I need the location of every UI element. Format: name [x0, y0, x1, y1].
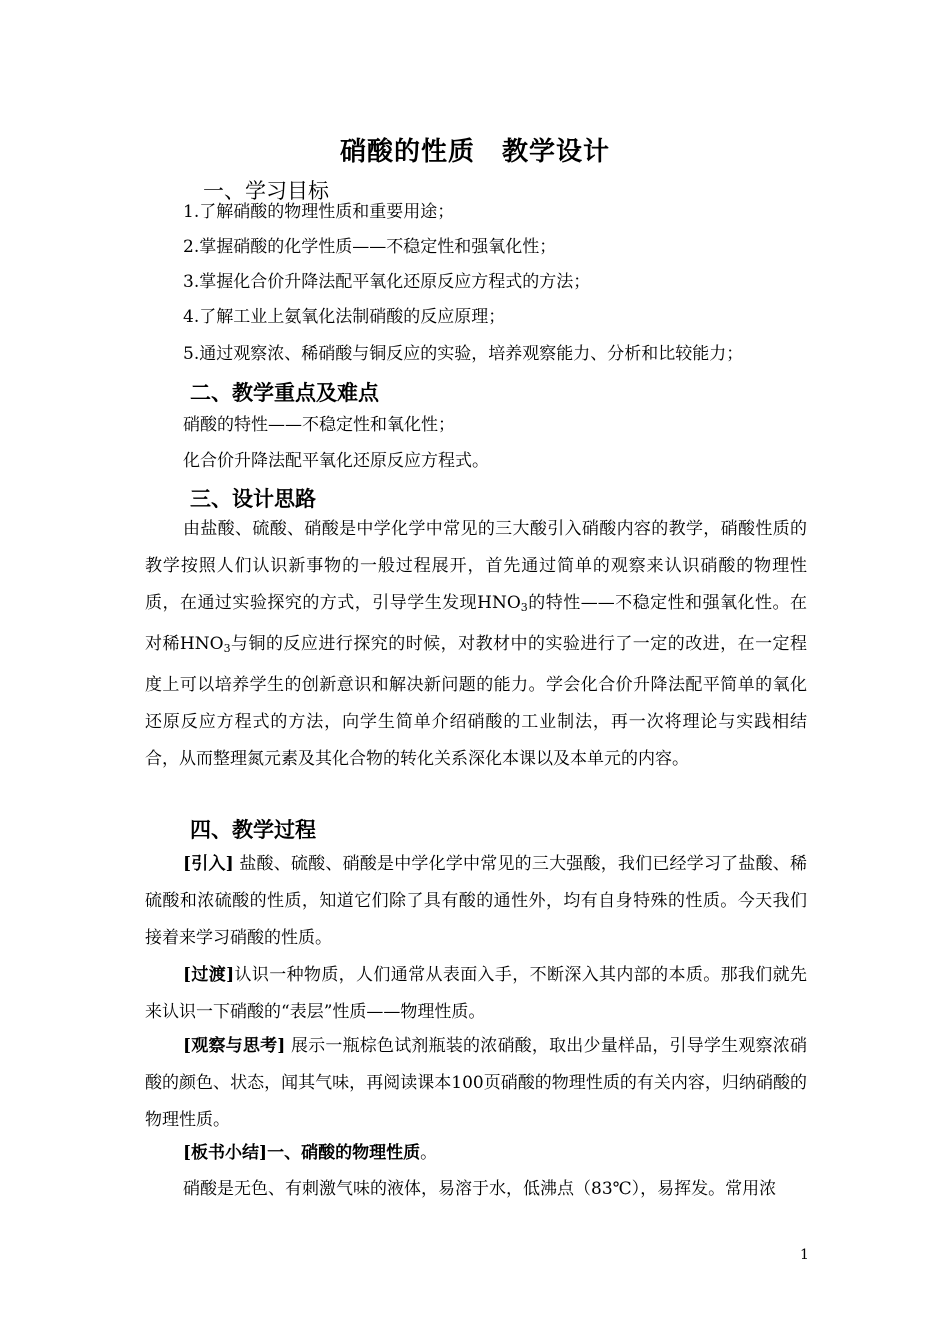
observation-tag: [观察与思考] — [183, 1036, 286, 1056]
observation-paragraph: [观察与思考] 展示一瓶棕色试剂瓶装的浓硝酸，取出少量样品，引导学生观察浓硝酸的颜色、状态，闻其气味，再阅读课本100页硝酸的物理性质的有关内容，归纳硝酸的物理性质。 — [145, 1036, 807, 1130]
section-heading-key-points: 二、教学重点及难点 — [190, 381, 379, 405]
objective-item: 4.了解工业上氨氧化法制硝酸的反应原理； — [183, 307, 506, 327]
objective-item: 1.了解硝酸的物理性质和重要用途； — [183, 202, 455, 222]
intro-tag: [引入] — [183, 854, 234, 874]
design-paragraph: 由盐酸、硫酸、硝酸是中学化学中常见的三大酸引入硝酸内容的教学，硝酸性质的教学按照人们认识新事物的一般过程展开，首先通过简单的观察来认识硝酸的物理性质，在通过实验探究的方式，引导学生发现$HNO_3$的特性——不稳定性和强氧化性。在对稀$HNO_3$与铜的反应进行探究的时候，对教材中的实验进行了一定的改进，在一定程度上可以培养学生的创新意识和解决新问题的能力。学会化合价升降法配平简单的氧化还原反应方程式的方法，向学生简单介绍硝酸的工业制法，再一次将理论与实践相结合，从而整理氮元素及其化合物的转化关系深化本课以及本单元的内容。 — [145, 519, 808, 769]
objective-item: 5.通过观察浓、稀硝酸与铜反应的实验，培养观察能力、分析和比较能力； — [183, 344, 744, 364]
objective-item: 2.掌握硝酸的化学性质——不稳定性和强氧化性； — [183, 237, 557, 257]
physical-properties-line: 硝酸是无色、有刺激气味的液体，易溶于水，低沸点（83℃），易挥发。常用浓 — [183, 1179, 777, 1199]
key-point-item: 化合价升降法配平氧化还原反应方程式。 — [183, 451, 489, 471]
section-heading-objectives: 一、学习目标 — [203, 179, 329, 203]
transition-paragraph: [过渡]认识一种物质，人们通常从表面入手，不断深入其内部的本质。那我们就先来认识一下硝酸的“表层”性质——物理性质。 — [145, 965, 808, 1022]
page-number: 1 — [800, 1247, 809, 1263]
key-point-item: 硝酸的特性——不稳定性和氧化性； — [183, 415, 455, 435]
objective-item: 3.掌握化合价升降法配平氧化还原反应方程式的方法； — [183, 272, 591, 292]
document-title: 硝酸的性质 教学设计 — [339, 137, 610, 167]
transition-tag: [过渡] — [183, 965, 235, 985]
board-summary: [板书小结]一、硝酸的物理性质。 — [183, 1143, 438, 1163]
section-heading-process: 四、教学过程 — [190, 818, 316, 842]
intro-paragraph: [引入] 盐酸、硫酸、硝酸是中学化学中常见的三大强酸，我们已经学习了盐酸、稀硫酸和浓硫酸的性质，知道它们除了具有酸的通性外，均有自身特殊的性质。今天我们接着来学习硝酸的性质。 — [145, 854, 807, 948]
section-heading-design: 三、设计思路 — [190, 487, 316, 511]
